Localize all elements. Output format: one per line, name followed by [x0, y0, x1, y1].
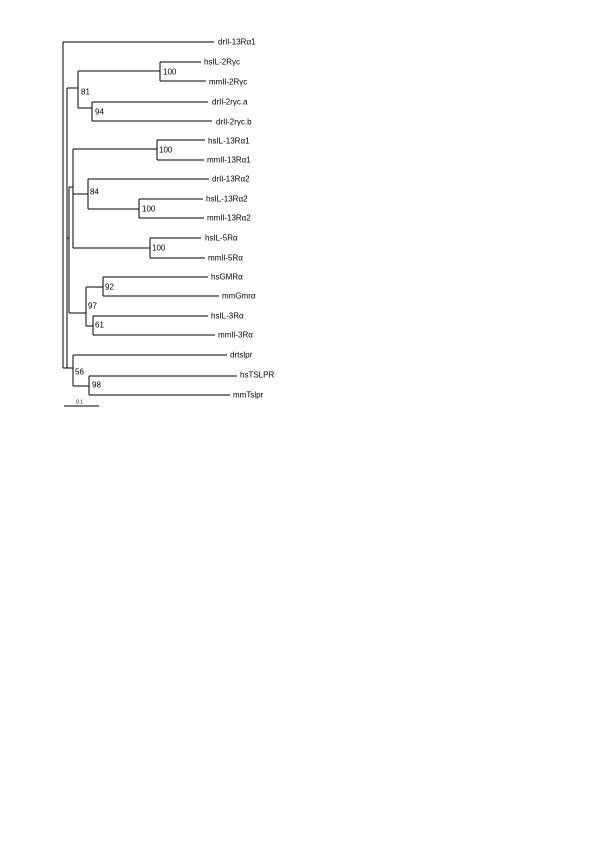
scale-bar-label: 0.1: [76, 399, 83, 406]
taxon-label: mmIl-13Rα1: [207, 155, 251, 165]
bootstrap-value: 100: [142, 204, 156, 214]
taxon-label: drtslpr: [230, 350, 253, 360]
taxon-label: mmIl-2Rγc: [209, 77, 248, 87]
tree-labels: [75, 38, 274, 406]
taxon-label: hsTSLPR: [240, 370, 275, 380]
taxon-label: mmTslpr: [233, 390, 264, 400]
bootstrap-value: 100: [159, 145, 173, 155]
taxon-label: hsIL-2Rγc: [204, 57, 241, 67]
taxon-label: drIl-13Rα1: [218, 37, 256, 47]
taxon-label: hsIL-3Rα: [211, 311, 244, 321]
bootstrap-value: 98: [92, 380, 101, 390]
bootstrap-value: 97: [88, 301, 97, 311]
taxon-label: drIl-2rγc.a: [212, 97, 248, 107]
tree-branches: [63, 42, 237, 406]
taxon-label: drIl-13Rα2: [212, 174, 250, 184]
bootstrap-value: 92: [105, 282, 114, 292]
bootstrap-value: 61: [95, 320, 104, 330]
bootstrap-value: 100: [163, 67, 177, 77]
taxon-label: hsIL-5Rα: [205, 233, 238, 243]
taxon-label: mmIl-5Rα: [208, 253, 243, 263]
taxon-label: hsGMRα: [211, 272, 243, 282]
taxon-label: mmGmrα: [222, 291, 256, 301]
bootstrap-value: 84: [90, 187, 99, 197]
taxon-label: mmIl-3Rα: [218, 330, 253, 340]
taxon-label: drIl-2rγc.b: [216, 117, 252, 127]
bootstrap-value: 81: [81, 87, 90, 97]
taxon-label: mmIl-13Rα2: [207, 213, 251, 223]
taxon-label: hsIL-13Rα1: [208, 136, 250, 146]
bootstrap-value: 94: [95, 107, 104, 117]
bootstrap-value: 100: [152, 243, 166, 253]
taxon-label: hsIL-13Rα2: [206, 194, 248, 204]
bootstrap-value: 56: [75, 367, 84, 377]
